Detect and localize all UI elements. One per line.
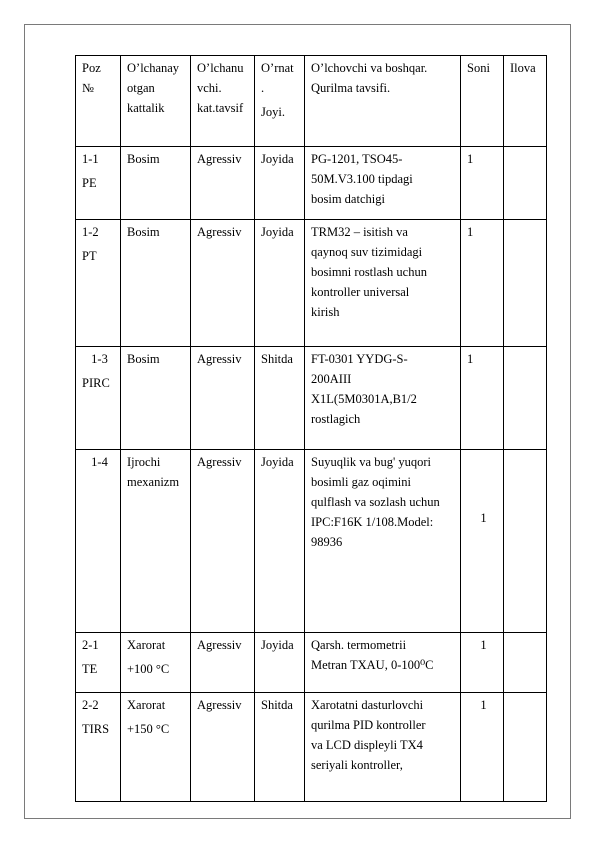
cell-quantity: 1	[461, 347, 504, 450]
cell-sensor: Agressiv	[191, 450, 255, 633]
header-location: O’rnat . Joyi.	[255, 56, 305, 147]
cell-device: TRM32 – isitish va qaynoq suv tizimidagi bosimni rostlash uchun kontroller universal kirish	[305, 220, 461, 347]
cell-poz: 1-1 PE	[76, 147, 121, 220]
header-measured-quantity: O’lchanay otgan kattalik	[121, 56, 191, 147]
cell-measured: Ijrochi mexanizm	[121, 450, 191, 633]
cell-device: Xarotatni dasturlovchi qurilma PID kontroller va LCD displeyli TX4 seriyali kontroller,	[305, 693, 461, 802]
cell-measured: Bosim	[121, 347, 191, 450]
cell-note	[504, 633, 547, 693]
cell-device: Suyuqlik va bug' yuqori bosimli gaz oqimini qulflash va sozlash uchun IPC:F16K 1/108.Model: 98936	[305, 450, 461, 633]
cell-quantity: 1	[461, 147, 504, 220]
header-quantity: Soni	[461, 56, 504, 147]
cell-location: Joyida	[255, 220, 305, 347]
cell-sensor: Agressiv	[191, 633, 255, 693]
table-row	[76, 633, 547, 693]
cell-sensor: Agressiv	[191, 347, 255, 450]
cell-location: Joyida	[255, 450, 305, 633]
cell-quantity: 1	[461, 693, 504, 802]
cell-device: FT-0301 YYDG-S- 200AIII X1L(5M0301A,B1/2 rostlagich	[305, 347, 461, 450]
cell-poz: 2-2 TIRS	[76, 693, 121, 802]
cell-sensor: Agressiv	[191, 693, 255, 802]
cell-location: Joyida	[255, 633, 305, 693]
table-row	[76, 347, 547, 450]
cell-quantity: 1	[461, 633, 504, 693]
header-device-description: O’lchovchi va boshqar. Qurilma tavsifi.	[305, 56, 461, 147]
cell-measured: Bosim	[121, 147, 191, 220]
table-header-row	[76, 56, 547, 147]
cell-note	[504, 147, 547, 220]
cell-note	[504, 450, 547, 633]
header-note: Ilova	[504, 56, 547, 147]
cell-note	[504, 693, 547, 802]
table-row	[76, 147, 547, 220]
table-row	[76, 220, 547, 347]
cell-note	[504, 220, 547, 347]
cell-poz: 1-3 PIRC	[76, 347, 121, 450]
cell-location: Shitda	[255, 347, 305, 450]
cell-quantity: 1	[461, 450, 504, 633]
cell-sensor: Agressiv	[191, 220, 255, 347]
cell-note	[504, 347, 547, 450]
cell-location: Shitda	[255, 693, 305, 802]
cell-poz: 1-2 PT	[76, 220, 121, 347]
cell-poz: 2-1 TE	[76, 633, 121, 693]
cell-sensor: Agressiv	[191, 147, 255, 220]
cell-device: Qarsh. termometrii Metran TXAU, 0-100⁰C	[305, 633, 461, 693]
header-poz: Poz №	[76, 56, 121, 147]
header-sensor-type: O’lchanu vchi. kat.tavsif	[191, 56, 255, 147]
cell-measured: Xarorat +100 °C	[121, 633, 191, 693]
cell-poz: 1-4	[76, 450, 121, 633]
cell-device: PG-1201, TSO45- 50M.V3.100 tipdagi bosim datchigi	[305, 147, 461, 220]
instrument-spec-table	[75, 55, 547, 802]
table-row	[76, 693, 547, 802]
table-row	[76, 450, 547, 633]
cell-measured: Bosim	[121, 220, 191, 347]
cell-location: Joyida	[255, 147, 305, 220]
cell-measured: Xarorat +150 °C	[121, 693, 191, 802]
cell-quantity: 1	[461, 220, 504, 347]
